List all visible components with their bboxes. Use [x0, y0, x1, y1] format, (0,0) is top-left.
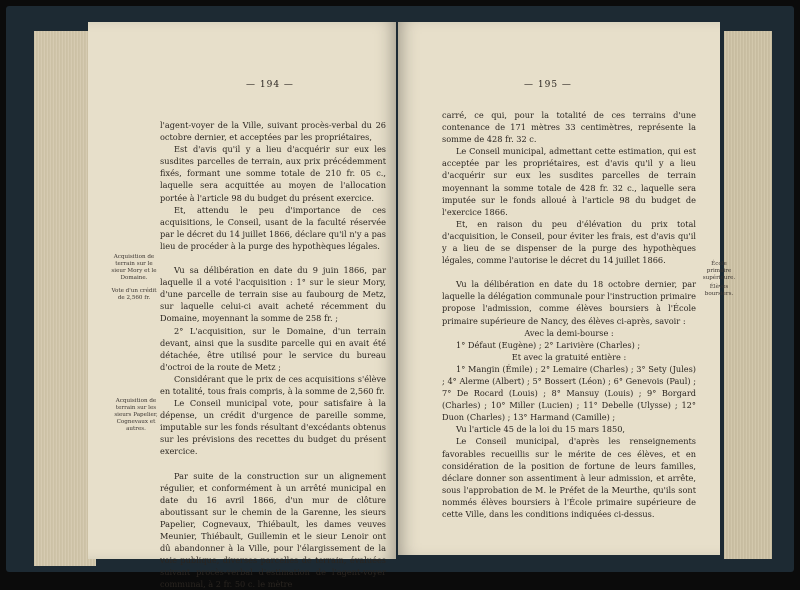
right-page	[398, 22, 736, 555]
paragraph: Le Conseil municipal, admettant cette estimation, qui est acceptée par les propriétaires, est d'avis qu'il y a lieu d'acquérir sur eux les susdites parcelles de terrain moyennant la somme totale de 428 fr. 32 c., laquelle sera imputée sur le fonds alloué à l'article 98 du budget de l'exercice 1866.	[442, 146, 696, 217]
paragraph: Le Conseil municipal, d'après les renseignements favorables recueillis sur le mérite de ces élèves, et en considération de la position de fortune de leurs familles, déclare donner son assentiment à leur admission, et arrête, sous l'approbation de M. le Préfet de la Meurthe, qu'ils sont nommés élèves boursiers à l'École primaire supérieure de cette Ville, dans les conditions indiquées ci-dessus.	[442, 436, 696, 519]
paragraph: Avec la demi-bourse :	[524, 327, 614, 338]
paragraph: Par suite de la construction sur un alignement régulier, et conformément à un arrêté municipal en date du 16 avril 1866, d'un mur de clôture aboutissant sur le chemin de la Garenne, les sieurs Papelier, Cognevaux, Thiébault, les dames veuves Meunier, Thiébault, Guillemin et le sieur Lenoir ont dû abandonner à la Ville, pour l'élargissement de la voie publique, diverses parcelles de terrain, évaluées suivant procès-verbal d'estimation de l'agent-voyer communal, à 2 fr. 50 c. le mètre	[160, 470, 386, 590]
paragraph: Vu la délibération en date du 18 octobre dernier, par laquelle la délégation communale pour l'instruction primaire propose l'admission, comme élèves boursiers à l'École primaire supérieure de Nancy, des élèves ci-après, savoir :	[442, 279, 696, 326]
paragraph: Considérant que le prix de ces acquisitions s'élève en totalité, tous frais compris, à la somme de 2,560 fr.	[160, 373, 386, 396]
margin-note: École primaire supérieure.	[702, 261, 736, 281]
paragraph: Vu l'article 45 de la loi du 15 mars 1850,	[456, 424, 626, 435]
margin-note: Vote d'un crédit de 2,560 fr.	[111, 288, 157, 301]
paragraph: Et avec la gratuité entière :	[511, 351, 627, 362]
paragraph: Le Conseil municipal vote, pour satisfaire à la dépense, un crédit d'urgence de pareille somme, imputable sur les fonds résultant d'excédants obtenus sur les prévisions des recettes du budget du présent exercice.	[160, 398, 386, 457]
paragraph: Et, en raison du peu d'élévation du prix total d'acquisition, le Conseil, pour éviter les frais, est d'avis qu'il y a lieu de se dispenser de la purge des hypothèques légales, comme l'autorise le décret du 14 juillet 1866.	[442, 218, 696, 266]
paragraph: Et, attendu le peu d'importance de ces acquisitions, le Conseil, usant de la faculté réservée par le décret du 14 juillet 1866, déclare qu'il n'y a pas lieu de procéder à la purge des hypothèques légales.	[160, 204, 386, 251]
left-page	[88, 22, 396, 590]
paragraph: 1° Défaut (Eugène) ; 2° Larivière (Charles) ;	[456, 339, 641, 350]
page-number: — 195 —	[524, 80, 572, 90]
margin-note: Acquisition de terrain sur les sieurs Papelier, Cognevaux et autres.	[114, 398, 158, 432]
margin-note: Acquisition de terrain sur le sieur Mory et le Domaine.	[111, 254, 157, 281]
paragraph: 2° L'acquisition, sur le Domaine, d'un terrain devant, ainsi que la susdite parcelle qui en avait été détachée, être utilisé pour le service du bureau d'octroi de la route de Metz ;	[160, 325, 386, 372]
right-page-body	[442, 109, 696, 520]
paragraph: Est d'avis qu'il y a lieu d'acquérir sur eux les susdites parcelles de terrain, aux prix précédemment fixés, formant une somme totale de 210 fr. 05 c., laquelle sera acquittée au moyen de l'allocation portée à l'article 98 du budget du présent exercice.	[160, 144, 386, 203]
left-page-stack-edge	[34, 31, 96, 566]
paragraph: carré, ce qui, pour la totalité de ces terrains d'une contenance de 171 mètres 33 centimètres, représente la somme de 428 fr. 32 c.	[442, 110, 696, 145]
left-page-body	[160, 119, 386, 590]
page-number: — 194 —	[246, 80, 294, 90]
paragraph: 1° Mangin (Émile) ; 2° Lemaire (Charles) ; 3° Sety (Jules) ; 4° Alerme (Albert) ; 5° Bossert (Léon) ; 6° Genevois (Paul) ; 7° De Rocard (Louis) ; 8° Mansuy (Louis) ; 9° Borgard (Charles) ; 10° Miller (Lucien) ; 11° Debelle (Ulysse) ; 12° Duon (Charles) ; 13° Harmand (Camille) ;	[442, 363, 696, 423]
paragraph: Vu sa délibération en date du 9 juin 1866, par laquelle il a voté l'acquisition : 1° sur le sieur Mory, d'une parcelle de terrain sise au faubourg de Metz, sur laquelle celui-ci avait acheté récemment du Domaine, moyennant la somme de 258 fr. ;	[160, 265, 386, 324]
margin-note: Élèves boursiers.	[704, 284, 734, 297]
paragraph: l'agent-voyer de la Ville, suivant procès-verbal du 26 octobre dernier, et acceptées par les propriétaires,	[160, 120, 386, 143]
